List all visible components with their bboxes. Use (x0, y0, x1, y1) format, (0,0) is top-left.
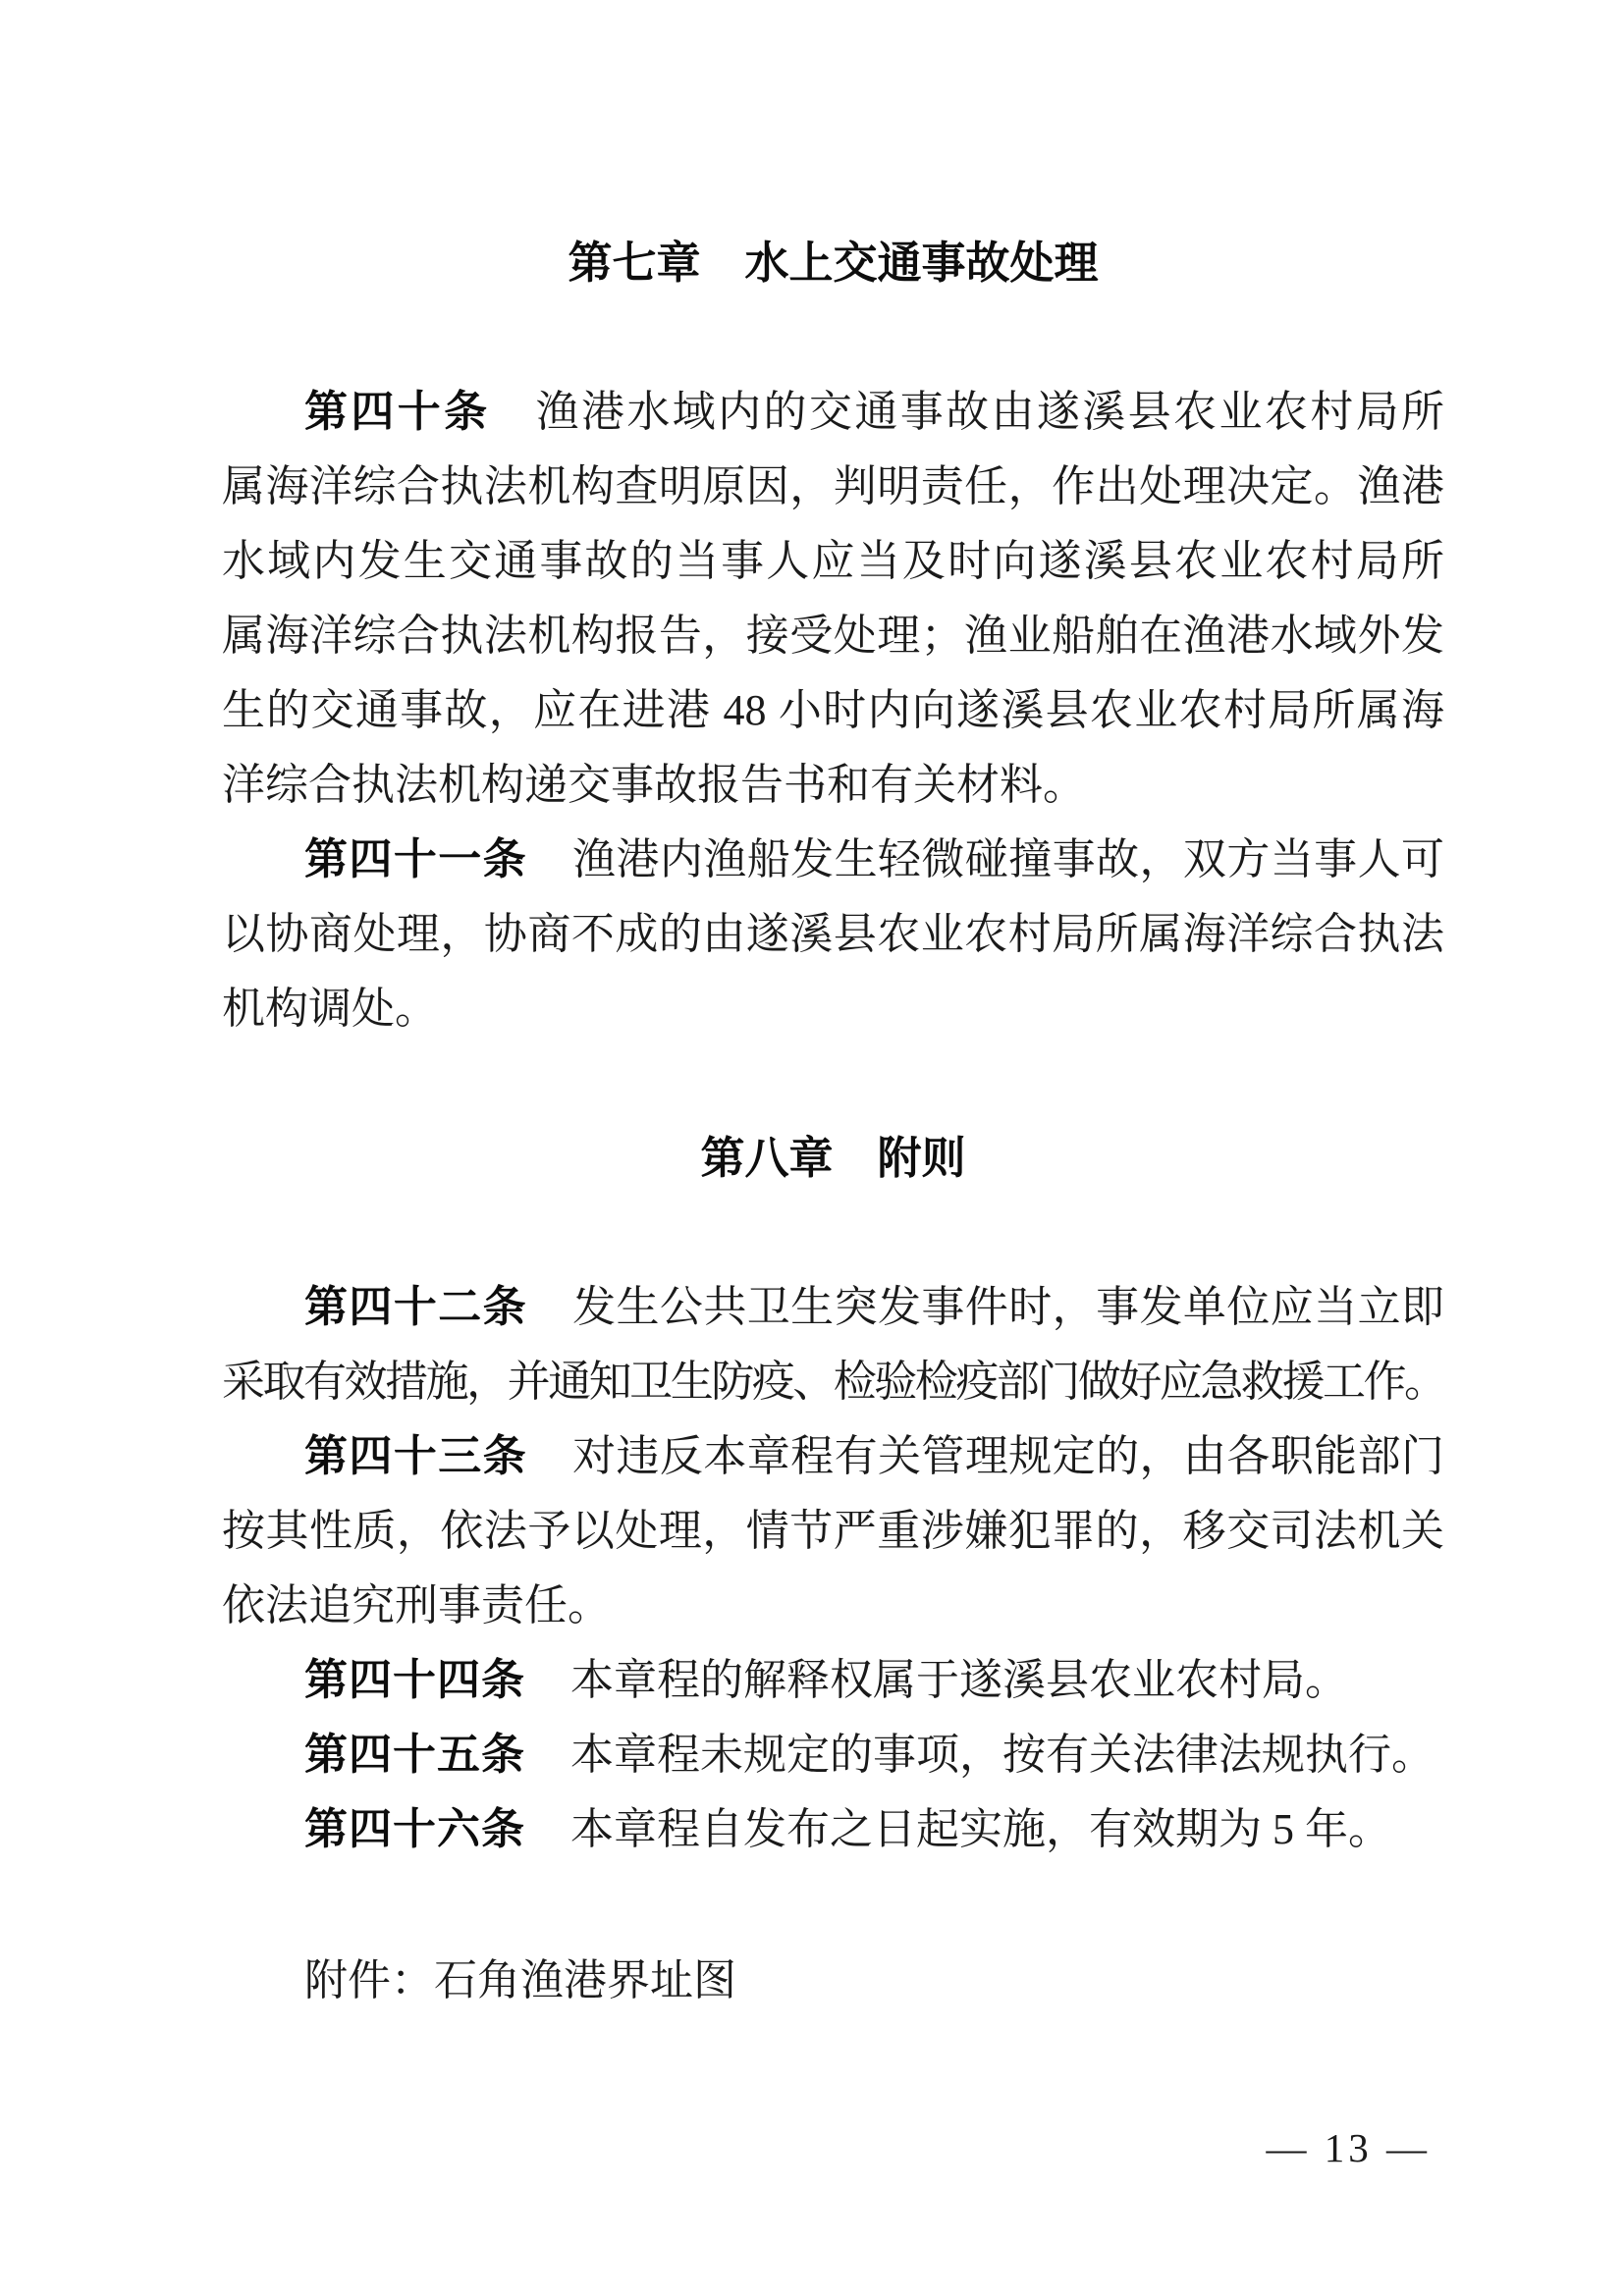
article-42-line-2: 采取有效措施，并通知卫生防疫、检验检疫部门做好应急救援工作。 (222, 1358, 1444, 1406)
article-43-text-1: 对违反本章程有关管理规定的，由各职能部门 (572, 1432, 1445, 1480)
article-40-line-1 (222, 375, 1444, 450)
article-40-line-4: 属海洋综合执法机构报告，接受处理；渔业船舶在渔港水域外发 (222, 612, 1444, 660)
article-41 (222, 823, 1444, 1046)
article-45-text-1: 本章程未规定的事项，按有关法律法规执行。 (570, 1731, 1435, 1779)
article-40-number: 第四十条 (304, 388, 491, 436)
article-42 (222, 1270, 1444, 1419)
article-45-line-1 (222, 1718, 1444, 1792)
article-43-number: 第四十三条 (304, 1432, 528, 1480)
article-43-line-3: 依法追究刑事责任。 (222, 1581, 611, 1629)
article-40 (222, 375, 1444, 823)
article-40-line-6: 洋综合执法机构递交事故报告书和有关材料。 (222, 761, 1086, 809)
article-43-line-2: 按其性质，依法予以处理，情节严重涉嫌犯罪的，移交司法机关 (222, 1507, 1444, 1555)
article-43-line-1 (222, 1419, 1444, 1494)
article-41-line-2: 以协商处理，协商不成的由遂溪县农业农村局所属海洋综合执法 (222, 910, 1444, 958)
article-40-text-1: 渔港水域内的交通事故由遂溪县农业农村局所 (535, 388, 1445, 436)
article-42-number: 第四十二条 (304, 1283, 528, 1331)
article-46-line-1 (222, 1792, 1444, 1867)
article-40-line-3: 水域内发生交通事故的当事人应当及时向遂溪县农业农村局所 (222, 537, 1444, 585)
article-44-text-1: 本章程的解释权属于遂溪县农业农村局。 (570, 1656, 1348, 1704)
article-44-line-1 (222, 1643, 1444, 1718)
article-46-text-1: 本章程自发布之日起实施，有效期为 5 年。 (570, 1805, 1391, 1853)
article-41-line-1 (222, 823, 1444, 897)
article-44-number: 第四十四条 (304, 1656, 525, 1704)
article-43 (222, 1419, 1444, 1643)
article-46-number: 第四十六条 (304, 1805, 525, 1853)
document-content (222, 226, 1444, 2018)
article-42-text-1: 发生公共卫生突发事件时，事发单位应当立即 (572, 1283, 1445, 1331)
page-number: — 13 — (1266, 2125, 1431, 2170)
chapter-8-heading: 第八章 附则 (700, 1133, 966, 1183)
article-41-text-1: 渔港内渔船发生轻微碰撞事故，双方当事人可 (572, 835, 1445, 883)
article-41-number: 第四十一条 (304, 835, 528, 883)
attachment-note: 附件：石角渔港界址图 (304, 1956, 736, 2004)
article-40-line-5: 生的交通事故，应在进港 48 小时内向遂溪县农业农村局所属海 (222, 686, 1444, 734)
article-42-line-1 (222, 1270, 1444, 1345)
article-41-line-3: 机构调处。 (222, 985, 438, 1033)
article-40-line-2: 属海洋综合执法机构查明原因，判明责任，作出处理决定。渔港 (222, 462, 1444, 510)
chapter-7-heading: 第七章 水上交通事故处理 (568, 238, 1099, 288)
article-45-number: 第四十五条 (304, 1731, 525, 1779)
